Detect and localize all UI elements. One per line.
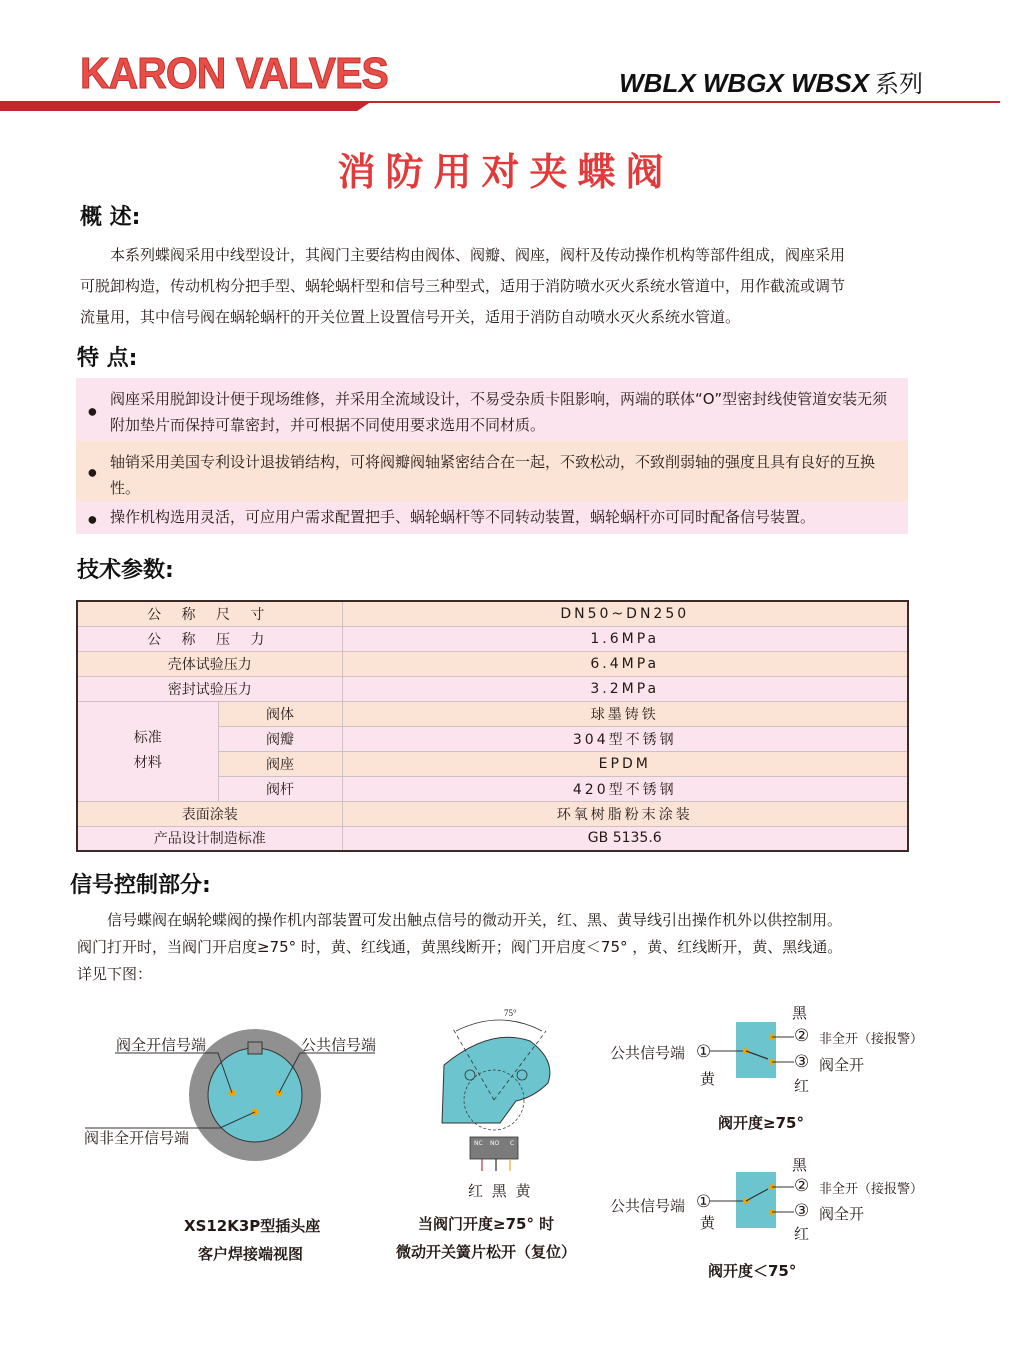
angle-caption: 微动开关簧片松开（复位） [396,1243,577,1261]
spec-label: 壳体试验压力 [77,651,342,676]
wire-black-label: 黑 [792,1156,808,1174]
table-row [77,701,908,726]
label-not-full: 阀非全开信号端 [84,1129,190,1147]
table-row [77,801,908,826]
material-part: 阀瓣 [218,726,342,751]
feature-text: 阀座采用脱卸设计便于现场维修，并采用全流域设计，不易受杂质卡阻影响，两端的联体“O”型密封线使管道安装无须附加垫片而保持可靠密封，并可根据不同使用要求选用不同材质。 [110,390,888,434]
pin-label: NO [490,1140,500,1147]
socket-caption: 客户焊接端视图 [198,1245,304,1263]
angle-caption: 当阀门开度≥75° 时 [418,1215,555,1233]
header-red-bar [0,101,372,111]
terminal-3: ③ [794,1052,810,1072]
spec-value: 6.4MPa [342,651,908,676]
spec-label: 公 称 尺 寸 [77,601,342,626]
socket-key [248,1042,262,1054]
material-part: 阀体 [218,701,342,726]
angle-arc [456,1020,542,1031]
table-row [77,676,908,701]
material-value: 球墨铸铁 [342,701,908,726]
table-row [77,626,908,651]
switch-common-label: 公共信号端 [610,1044,686,1062]
overview-line: 流量用，其中信号阀在蜗轮蜗杆的开关位置上设置信号开关，适用于消防自动喷水灭火系统水管道。 [80,308,741,326]
switch-caption: 阀开度≥75° [718,1114,804,1132]
wire-yellow-label: 黄 [700,1070,716,1088]
signal-heading: 信号控制部分: [70,873,211,898]
signal-line: 详见下图： [77,965,153,983]
spec-value: 3.2MPa [342,676,908,701]
material-group-line: 材料 [133,755,162,771]
not-full-label: 非全开（接报警） [819,1032,924,1047]
spec-value: GB 5135.6 [342,826,908,851]
features-heading: 特 点: [77,346,138,371]
specs-heading: 技术参数: [77,558,174,583]
switch-caption: 阀开度＜75° [708,1262,797,1280]
terminal-1: ① [696,1042,712,1062]
full-open-label: 阀全开 [819,1056,865,1074]
material-group-label [77,701,218,801]
table-row [77,651,908,676]
terminal-3: ③ [794,1201,810,1221]
document-title: 消防用对夹蝶阀 [337,150,674,194]
socket-face [208,1048,302,1142]
cam-body [442,1037,550,1123]
pin-label: C [510,1140,515,1147]
feature-text: 操作机构选用灵活，可应用户需求配置把手、蜗轮蜗杆等不同转动装置，蜗轮蜗杆亦可同时配备信号装置。 [110,508,816,526]
feature-item [76,441,908,501]
spec-value: 环氧树脂粉末涂装 [342,801,908,826]
signal-text [77,907,917,988]
overview-heading: 概 述: [80,205,141,230]
angle-degrees: 75° [504,1008,517,1018]
switch-diagram-closed [710,1165,800,1235]
full-open-label: 阀全开 [819,1205,865,1223]
signal-line: 阀门打开时，当阀门开启度≥75° 时，黄、红线通，黄黑线断开；阀门开启度＜75° ，黄、红线断开，黄、黑线通。 [77,938,843,956]
switch-diagram-open [710,1015,800,1085]
material-value: EPDM [342,751,908,776]
label-full-open: 阀全开信号端 [116,1036,207,1054]
wire-colors-label: 红 黑 黄 [468,1182,533,1200]
wire-yellow-label: 黄 [700,1214,716,1232]
material-value: 420型不锈钢 [342,776,908,801]
overview-text [80,240,915,333]
feature-text: 轴销采用美国专利设计退拔销结构，可将阀瓣阀轴紧密结合在一起，不致松动，不致削弱轴的强度且具有良好的互换性。 [110,453,876,497]
label-common: 公共信号端 [301,1036,377,1054]
series-title [619,68,923,100]
wire-red-label: 红 [794,1077,810,1095]
spec-label: 公 称 压 力 [77,626,342,651]
socket-caption: XS12K3P型插头座 [184,1217,321,1235]
brand-logo: KARON VALVES [80,49,388,98]
pin-label: NC [474,1140,483,1147]
terminal-1: ① [696,1192,712,1212]
spec-label: 密封试验压力 [77,676,342,701]
switch-box [736,1172,776,1228]
feature-item [76,501,908,534]
terminal-2: ② [794,1026,810,1046]
terminal-2: ② [794,1176,810,1196]
angle-diagram [430,1005,570,1175]
material-value: 304型不锈钢 [342,726,908,751]
spec-label: 产品设计制造标准 [77,826,342,851]
material-part: 阀座 [218,751,342,776]
spec-value: 1.6MPa [342,626,908,651]
wire-black-label: 黑 [792,1004,808,1022]
signal-line: 信号蝶阀在蜗轮蝶阀的操作机内部装置可发出触点信号的微动开关，红、黑、黄导线引出操作机外以供控制用。 [107,911,843,929]
spec-label: 表面涂装 [77,801,342,826]
switch-box [736,1022,776,1078]
table-row [77,826,908,851]
header-rule [360,101,1000,103]
spec-value: DN50~DN250 [342,601,908,626]
specs-table [76,600,909,852]
material-part: 阀杆 [218,776,342,801]
wire-red-label: 红 [794,1225,810,1243]
feature-item [76,378,908,441]
series-models: WBLX WBGX WBSX [619,68,869,98]
series-suffix: 系列 [875,71,923,98]
switch-common-label: 公共信号端 [610,1197,686,1215]
material-group-line: 标准 [133,730,162,746]
overview-line: 本系列蝶阀采用中线型设计，其阀门主要结构由阀体、阀瓣、阀座，阀杆及传动操作机构等部件组成，阀座采用 [110,246,846,264]
table-row [77,601,908,626]
not-full-label: 非全开（接报警） [819,1182,924,1197]
overview-line: 可脱卸构造，传动机构分把手型、蜗轮蜗杆型和信号三种型式，适用于消防喷水灭火系统水管道中，用作截流或调节 [80,277,846,295]
